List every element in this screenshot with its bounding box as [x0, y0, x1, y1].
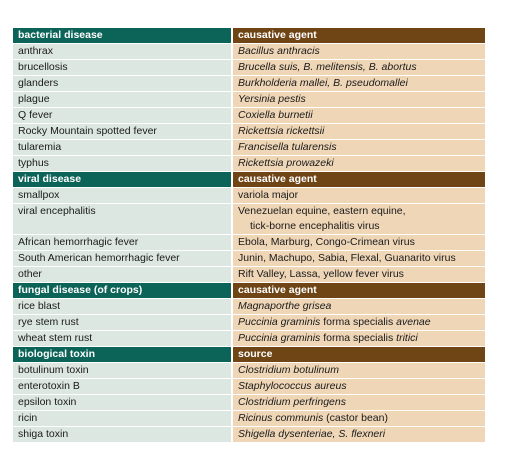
table-row: [13, 76, 485, 91]
agent-text: Francisella tularensis: [238, 141, 337, 153]
agent-line: [238, 140, 485, 155]
agent-text: Venezuelan equine, eastern equine,: [238, 205, 406, 217]
disease-name: rice blast: [13, 299, 231, 314]
agent-line: [238, 315, 485, 330]
agent-text: variola major: [238, 189, 299, 201]
disease-name: botulinum toxin: [13, 363, 231, 378]
table-row: [13, 427, 485, 442]
causative-agent: [233, 267, 485, 282]
disease-name: brucellosis: [13, 60, 231, 75]
agent-line: [238, 379, 485, 394]
disease-name: typhus: [13, 156, 231, 171]
category-header: fungal disease (of crops): [13, 283, 231, 298]
disease-name: shiga toxin: [13, 427, 231, 442]
causative-agent: [233, 44, 485, 59]
disease-name: Rocky Mountain spotted fever: [13, 124, 231, 139]
disease-name: wheat stem rust: [13, 331, 231, 346]
disease-name: enterotoxin B: [13, 379, 231, 394]
table-row: [13, 140, 485, 155]
agent-text: Rickettsia prowazeki: [238, 157, 334, 169]
category-header: viral disease: [13, 172, 231, 187]
agent-text: Coxiella burnetii: [238, 109, 313, 121]
agent-text: tick-borne encephalitis virus: [250, 220, 380, 232]
table-row: [13, 299, 485, 314]
agent-text: Magnaporthe grisea: [238, 300, 332, 312]
agent-line: [238, 395, 485, 410]
agent-line: [238, 411, 485, 426]
disease-name: Q fever: [13, 108, 231, 123]
causative-agent: [233, 395, 485, 410]
agent-text: Brucella suis, B. melitensis, B. abortus: [238, 61, 417, 73]
agent-text: avenae: [396, 316, 431, 328]
section-header-row: [13, 283, 485, 298]
table-row: [13, 267, 485, 282]
causative-agent: [233, 427, 485, 442]
causative-agent: [233, 156, 485, 171]
disease-name: anthrax: [13, 44, 231, 59]
table-row: [13, 92, 485, 107]
disease-name: glanders: [13, 76, 231, 91]
agent-text: tritici: [396, 332, 418, 344]
agent-text: Burkholderia mallei, B. pseudomallei: [238, 77, 408, 89]
agent-line: [238, 188, 485, 203]
disease-name: ricin: [13, 411, 231, 426]
disease-name: plague: [13, 92, 231, 107]
agent-text: forma specialis: [320, 332, 397, 344]
agent-line: [238, 108, 485, 123]
agent-line: [238, 267, 485, 282]
agent-text: (castor bean): [323, 412, 388, 424]
agent-line: [238, 235, 485, 250]
agent-line: [238, 299, 485, 314]
agent-text: Puccinia graminis: [238, 316, 321, 328]
causative-agent: [233, 379, 485, 394]
disease-name: epsilon toxin: [13, 395, 231, 410]
table-row: [13, 156, 485, 171]
causative-agent: [233, 235, 485, 250]
agent-header: causative agent: [233, 283, 485, 298]
agent-line: [238, 60, 485, 75]
causative-agent: [233, 363, 485, 378]
agent-line: [238, 219, 485, 234]
table-row: [13, 60, 485, 75]
table-row: [13, 235, 485, 250]
agent-text: Junin, Machupo, Sabia, Flexal, Guanarito virus: [238, 252, 456, 264]
causative-agent: [233, 188, 485, 203]
agent-header: causative agent: [233, 28, 485, 43]
agent-line: [238, 251, 485, 266]
disease-name: rye stem rust: [13, 315, 231, 330]
disease-name: viral encephalitis: [13, 204, 231, 234]
causative-agent: [233, 76, 485, 91]
agent-line: [238, 363, 485, 378]
table-row: [13, 331, 485, 346]
agent-text: Clostridium perfringens: [238, 396, 346, 408]
agent-text: Ricinus communis: [238, 412, 324, 424]
agent-line: [238, 44, 485, 59]
causative-agent: [233, 251, 485, 266]
table-row: [13, 379, 485, 394]
causative-agent: [233, 315, 485, 330]
causative-agent: [233, 331, 485, 346]
agent-text: Puccinia graminis: [238, 332, 321, 344]
agent-text: Yersinia pestis: [238, 93, 306, 105]
section-header-row: [13, 347, 485, 362]
agent-text: Rift Valley, Lassa, yellow fever virus: [238, 268, 404, 280]
table-row: [13, 395, 485, 410]
table-row: [13, 315, 485, 330]
causative-agent: [233, 140, 485, 155]
category-header: bacterial disease: [13, 28, 231, 43]
agent-line: [238, 331, 485, 346]
disease-name: smallpox: [13, 188, 231, 203]
agent-header: source: [233, 347, 485, 362]
table-row: [13, 108, 485, 123]
agent-text: Clostridium botulinum: [238, 364, 339, 376]
disease-name: South American hemorrhagic fever: [13, 251, 231, 266]
causative-agent: [233, 124, 485, 139]
agent-text: Staphylococcus aureus: [238, 380, 347, 392]
table-row: [13, 188, 485, 203]
agent-text: Ebola, Marburg, Congo-Crimean virus: [238, 236, 415, 248]
causative-agent: [233, 411, 485, 426]
disease-name: other: [13, 267, 231, 282]
agent-text: forma specialis: [320, 316, 397, 328]
agent-text: Rickettsia rickettsii: [238, 125, 325, 137]
table-row: [13, 411, 485, 426]
causative-agent: [233, 299, 485, 314]
disease-name: African hemorrhagic fever: [13, 235, 231, 250]
category-header: biological toxin: [13, 347, 231, 362]
causative-agent: [233, 92, 485, 107]
agent-header: causative agent: [233, 172, 485, 187]
table-row: [13, 124, 485, 139]
table-row: [13, 251, 485, 266]
agent-line: [238, 204, 485, 219]
causative-agent: [233, 60, 485, 75]
table-row: [13, 363, 485, 378]
agent-line: [238, 427, 485, 442]
table-row: [13, 204, 485, 234]
agent-text: Bacillus anthracis: [238, 45, 320, 57]
agent-line: [238, 92, 485, 107]
disease-name: tularemia: [13, 140, 231, 155]
agent-text: Shigella dysenteriae, S. flexneri: [238, 428, 386, 440]
section-header-row: [13, 172, 485, 187]
agent-line: [238, 124, 485, 139]
table-row: [13, 44, 485, 59]
agent-line: [238, 76, 485, 91]
causative-agent: [233, 204, 485, 234]
biological-agents-table: [13, 28, 485, 442]
causative-agent: [233, 108, 485, 123]
section-header-row: [13, 28, 485, 43]
agent-line: [238, 156, 485, 171]
